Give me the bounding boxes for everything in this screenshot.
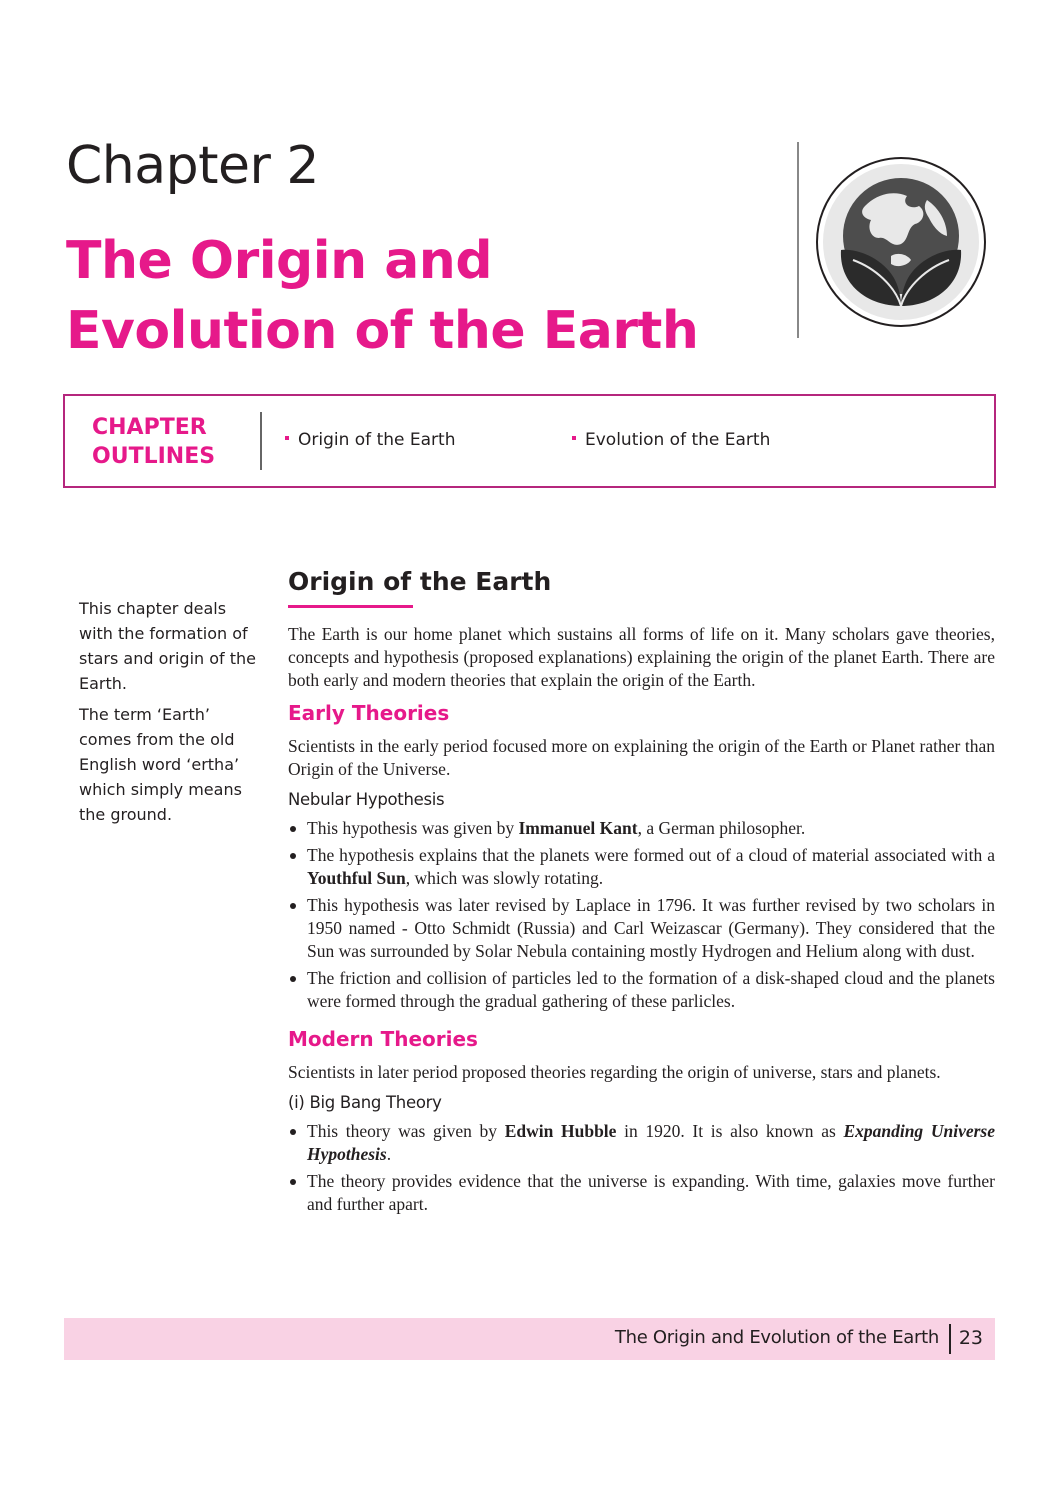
bullet-text: in 1920. It is also known as bbox=[616, 1121, 844, 1141]
bullet-text: , which was slowly rotating. bbox=[405, 868, 604, 888]
chapter-label: Chapter 2 bbox=[66, 136, 320, 196]
bullet-bold-text: Edwin Hubble bbox=[504, 1121, 617, 1141]
list-item: This hypothesis was later revised by Laplace in 1796. It was further revised by two scholars in 1950 named - Otto Schmidt (Russia) and Carl Weizascar (Germany). They considered that the Sun was surrounded by Solar Nebula containing mostly Hydrogen and Helium along with dust. bbox=[288, 894, 995, 963]
section-underline bbox=[288, 605, 413, 608]
outlines-heading-line2: OUTLINES bbox=[92, 444, 216, 469]
bullet-text: , a German philosopher. bbox=[637, 818, 806, 838]
chapter-outlines-box bbox=[63, 394, 996, 488]
header-divider bbox=[797, 142, 799, 338]
bullet-text: The hypothesis explains that the planets were formed out of a cloud of material associated with a bbox=[307, 845, 995, 865]
big-bang-bullet-list bbox=[288, 1120, 995, 1216]
early-theories-heading: Early Theories bbox=[288, 701, 450, 725]
bullet-bold-text: Youthful Sun bbox=[307, 868, 406, 888]
page-number: 23 bbox=[958, 1327, 983, 1349]
outline-item-origin bbox=[285, 430, 455, 450]
main-content bbox=[288, 564, 995, 1222]
section-heading: Origin of the Earth bbox=[288, 567, 552, 596]
sidebar-note: The term ‘Earth’ comes from the old English word ‘ertha’ which simply means the ground. bbox=[79, 705, 242, 824]
modern-theories-heading: Modern Theories bbox=[288, 1027, 478, 1051]
nebular-hypothesis-heading: Nebular Hypothesis bbox=[288, 790, 445, 809]
sidebar-note: This chapter deals with the formation of stars and origin of the Earth. bbox=[79, 599, 257, 693]
list-item bbox=[288, 817, 995, 840]
early-theories-intro: Scientists in the early period focused more on explaining the origin of the Earth or Planet rather than Origin of the Universe. bbox=[288, 736, 995, 779]
chapter-title: The Origin and Evolution of the Earth bbox=[66, 231, 699, 361]
square-bullet-icon bbox=[285, 436, 289, 440]
bullet-text: This theory was given by bbox=[307, 1121, 505, 1141]
outlines-heading bbox=[92, 413, 215, 471]
bullet-bold-italic-text: Expanding Universe Hypothesis bbox=[307, 1121, 995, 1164]
footer-separator bbox=[949, 1324, 951, 1354]
outline-item-evolution bbox=[572, 430, 770, 450]
outlines-heading-line1: CHAPTER bbox=[92, 415, 207, 440]
earth-leaves-icon bbox=[815, 156, 987, 328]
outlines-divider bbox=[260, 412, 262, 470]
nebular-bullet-list bbox=[288, 817, 995, 1013]
list-item bbox=[288, 844, 995, 890]
bullet-text: This hypothesis was given by bbox=[307, 818, 519, 838]
big-bang-theory-heading: (i) Big Bang Theory bbox=[288, 1093, 442, 1112]
bullet-text: . bbox=[386, 1144, 392, 1164]
list-item: The friction and collision of particles led to the formation of a disk-shaped cloud and the planets were formed through the gradual gathering of these parlicles. bbox=[288, 967, 995, 1013]
footer-title: The Origin and Evolution of the Earth bbox=[614, 1327, 939, 1348]
square-bullet-icon bbox=[572, 436, 576, 440]
sidebar-notes bbox=[79, 596, 257, 833]
bullet-bold-text: Immanuel Kant bbox=[518, 818, 638, 838]
section-intro: The Earth is our home planet which sustains all forms of life on it. Many scholars gave theories, concepts and hypothesis (proposed explanations) explaining the origin of the planet Earth. There are both early and modern theories that explain the origin of the Earth. bbox=[288, 624, 995, 690]
outline-item-label: Origin of the Earth bbox=[298, 430, 456, 450]
list-item bbox=[288, 1120, 995, 1166]
list-item: The theory provides evidence that the universe is expanding. With time, galaxies move further and further apart. bbox=[288, 1170, 995, 1216]
modern-theories-intro: Scientists in later period proposed theories regarding the origin of universe, stars and planets. bbox=[288, 1062, 941, 1082]
outline-item-label: Evolution of the Earth bbox=[585, 430, 771, 450]
footer-band bbox=[64, 1318, 995, 1360]
